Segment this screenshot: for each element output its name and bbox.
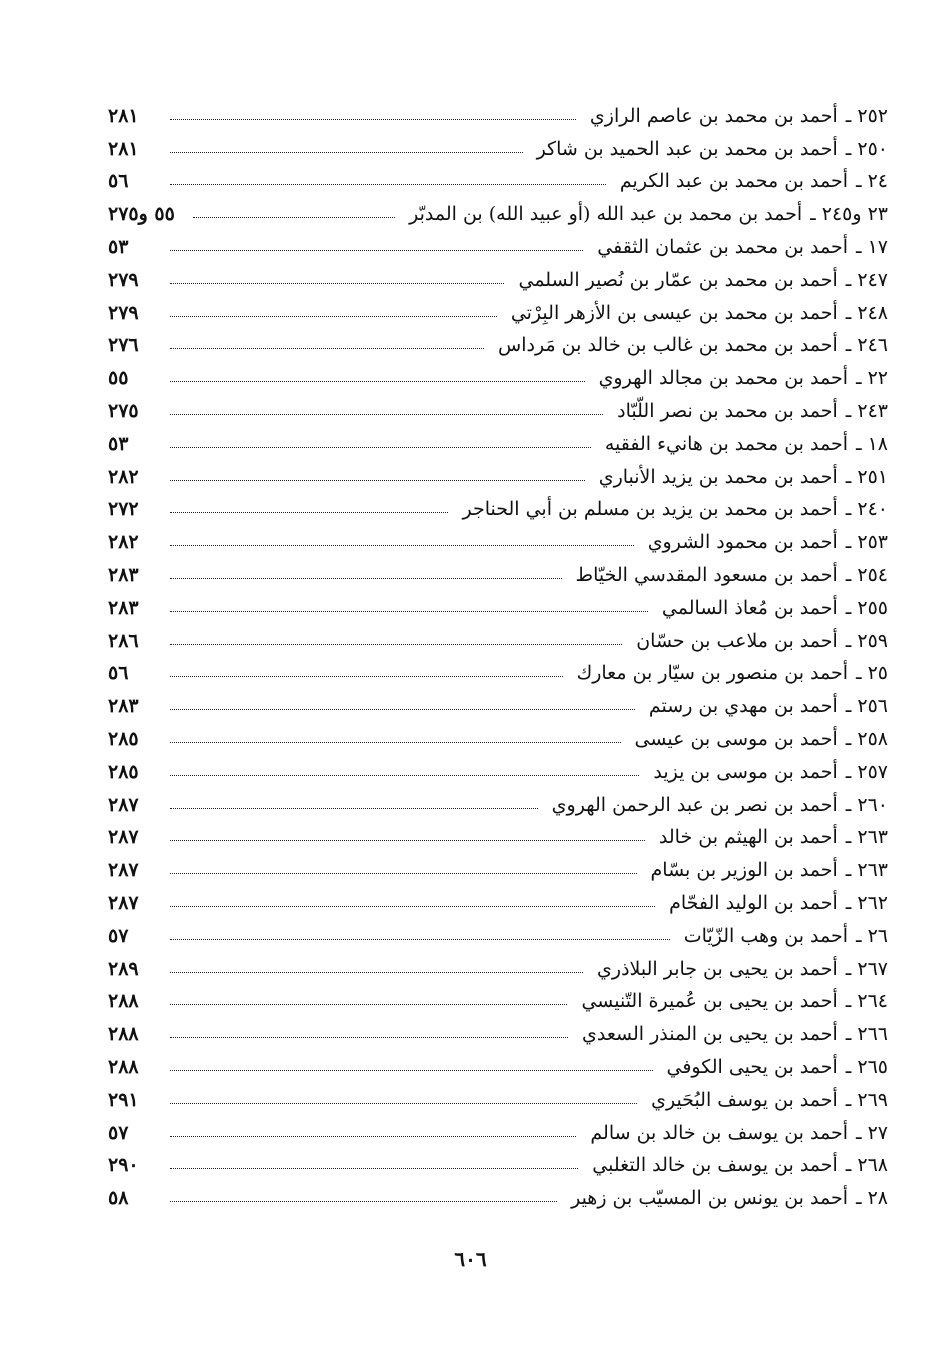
dot-leader (170, 152, 523, 153)
entry-separator: ـ (845, 957, 852, 980)
index-entry (108, 231, 888, 264)
entry-page: ٥٥ (108, 367, 129, 390)
entry-page: ٥٧ (108, 1121, 129, 1144)
dot-leader (170, 316, 497, 317)
entry-page: ٢٧٢ (108, 498, 139, 521)
dot-leader (170, 283, 504, 284)
entry-separator: ـ (845, 334, 852, 357)
entry-separator: ـ (856, 1187, 862, 1210)
entry-page: ٢٨٥ (108, 760, 139, 783)
entry-separator: ـ (810, 203, 816, 226)
entry-number: ٢٥٥ (857, 596, 888, 619)
entry-page: ٥٨ (108, 1187, 129, 1210)
entry-page: ٥٦ (108, 170, 129, 193)
entry-page: ٥٦ (108, 662, 129, 685)
index-entry (108, 756, 888, 789)
entry-separator: ـ (856, 1121, 862, 1144)
entry-number: ٢٥٤ (857, 564, 888, 587)
entry-page: ٢٩١ (108, 1088, 139, 1111)
entry-number: ٢٦٦ (857, 1023, 888, 1046)
dot-leader (170, 1168, 578, 1169)
entry-separator: ـ (845, 1056, 852, 1078)
index-entry (108, 625, 888, 658)
index-entry (108, 986, 888, 1019)
index-entry (108, 428, 888, 461)
dot-leader (170, 119, 576, 120)
dot-leader (170, 742, 621, 743)
entry-name: أحمد بن موسى بن عيسى (634, 728, 838, 751)
entry-name: أحمد بن الوزير بن بسّام (650, 859, 838, 882)
entry-name: أحمد بن مهدي بن رستم (648, 695, 838, 718)
index-entry (108, 1182, 888, 1215)
entry-separator: ـ (845, 268, 852, 291)
entry-number: ٢٥٢ (857, 104, 888, 127)
entry-separator: ـ (845, 1023, 852, 1046)
entry-name: أحمد بن مُعاذ السالمي (661, 596, 838, 619)
entry-page: ٢٨٩ (108, 957, 139, 980)
entry-name: أحمد بن يحيى بن عُميرة التّنيسي (581, 990, 838, 1013)
dot-leader (170, 480, 585, 481)
entry-number: ٢٤٣ (857, 400, 888, 423)
index-entry (108, 559, 888, 592)
index-entry (108, 494, 888, 527)
dot-leader (170, 1103, 637, 1104)
entry-page: ٢٨٧ (108, 793, 139, 816)
index-entry (108, 461, 888, 494)
entry-separator: ـ (845, 826, 852, 849)
entry-number: ٢٥٨ (857, 728, 888, 751)
index-entry (108, 953, 888, 986)
dot-leader (170, 644, 622, 645)
entry-name: أحمد بن محمد بن عيسى بن الأزهر البِرْتي (510, 301, 838, 324)
entry-page: ٢٨٧ (108, 826, 139, 849)
index-entry (108, 100, 888, 133)
dot-leader (170, 1037, 568, 1038)
entry-number: ٢٥١ (857, 465, 888, 488)
dot-leader (170, 840, 645, 841)
entry-page: ٢٨١ (108, 104, 139, 127)
dot-leader (170, 250, 583, 251)
entry-separator: ـ (845, 400, 852, 423)
entry-separator: ـ (845, 793, 852, 816)
dot-leader (170, 1136, 576, 1137)
index-entry (108, 658, 888, 691)
entry-number: ٢٤٧ (857, 268, 888, 291)
entry-page: ٢٨٨ (108, 990, 139, 1013)
entry-separator: ـ (856, 924, 862, 947)
entry-page: ٥٣ (108, 432, 129, 455)
entry-separator: ـ (845, 859, 852, 882)
dot-leader (170, 676, 563, 677)
entry-name: أحمد بن الهيثم بن خالد (658, 826, 838, 849)
dot-leader (170, 512, 448, 513)
entry-separator: ـ (845, 728, 852, 751)
entry-page: ٢٩٠ (108, 1154, 139, 1177)
entry-page: ٢٨٣ (108, 596, 139, 619)
entry-number: ٢٦٩ (857, 1088, 888, 1111)
dot-leader (170, 381, 585, 382)
entry-separator: ـ (856, 236, 862, 259)
entry-name: أحمد بن محمد بن عبد الله (أو عبيد الله) بن المدبّر (409, 203, 803, 226)
entry-name: أحمد بن يحيى الكوفي (666, 1056, 838, 1078)
entry-name: أحمد بن محمد بن عثمان الثقفي (597, 236, 848, 259)
entry-name: أحمد بن يحيى بن المنذر السعدي (582, 1023, 838, 1046)
dot-leader (170, 447, 591, 448)
entry-number: ٢٦٧ (857, 957, 888, 980)
index-entry (108, 854, 888, 887)
entry-number: ٢٦٥ (857, 1056, 888, 1078)
entry-page: ٢٨٢ (108, 531, 139, 554)
entry-page: ٢٨٢ (108, 465, 139, 488)
entry-separator: ـ (856, 170, 862, 193)
index-entry (108, 1018, 888, 1051)
dot-leader (170, 414, 603, 415)
index-entry (108, 887, 888, 920)
dot-leader (170, 808, 538, 809)
index-entry (108, 690, 888, 723)
dot-leader (170, 972, 583, 973)
entry-page: ٢٧٩ (108, 301, 139, 324)
entry-number: ٢٤ (867, 170, 888, 193)
entry-name: أحمد بن محمد بن نصر اللّبّاد (617, 400, 838, 423)
entry-number: ٢٤٦ (857, 334, 888, 357)
entry-number: ٢٨ (867, 1187, 888, 1210)
entry-name: أحمد بن يوسف بن خالد التغلبي (592, 1154, 838, 1177)
entry-page: ٢٨٥ (108, 728, 139, 751)
entry-number: ٢٦٨ (857, 1154, 888, 1177)
index-entry (108, 723, 888, 756)
entry-separator: ـ (856, 367, 862, 390)
dot-leader (170, 775, 639, 776)
entry-name: أحمد بن محمد بن غالب بن خالد بن مَرداس (498, 334, 838, 357)
entry-number: ٢٥٦ (857, 695, 888, 718)
index-entry (108, 1051, 888, 1084)
dot-leader (170, 545, 634, 546)
entry-name: أحمد بن محمد بن مجالد الهروي (598, 367, 848, 390)
entry-separator: ـ (845, 596, 852, 619)
entry-separator: ـ (845, 564, 852, 587)
entry-number: ١٨ (867, 432, 888, 455)
entry-name: أحمد بن الوليد الفحّام (669, 892, 838, 915)
entry-number: ٢٥٣ (857, 531, 888, 554)
index-entry (108, 133, 888, 166)
entry-name: أحمد بن ملاعب بن حسّان (636, 629, 838, 652)
entry-name: أحمد بن منصور بن سيّار بن معارك (576, 662, 848, 685)
entry-name: أحمد بن محمد بن هانيء الفقيه (604, 432, 848, 455)
entry-number: ٢٥٩ (857, 629, 888, 652)
entry-name: أحمد بن موسى بن يزيد (653, 760, 838, 783)
entry-number: ٢٤٨ (857, 301, 888, 324)
index-entry (108, 264, 888, 297)
entry-separator: ـ (845, 892, 852, 915)
entry-separator: ـ (845, 1154, 852, 1177)
dot-leader (170, 1004, 567, 1005)
dot-leader (170, 611, 648, 612)
index-entry (108, 822, 888, 855)
entry-number: ١٧ (867, 236, 888, 259)
entry-number: ٢٦٢ (857, 892, 888, 915)
entry-page: ٥٥ و٢٧٥ (108, 203, 175, 226)
entry-name: أحمد بن محمود الشروي (647, 531, 838, 554)
dot-leader (170, 873, 637, 874)
entry-page: ٢٨٦ (108, 629, 139, 652)
entry-name: أحمد بن محمد بن عاصم الرازي (589, 104, 838, 127)
index-entry (108, 526, 888, 559)
entry-page: ٢٧٦ (108, 334, 139, 357)
entry-name: أحمد بن نصر بن عبد الرحمن الهروي (551, 793, 838, 816)
entry-separator: ـ (845, 137, 852, 160)
dot-leader (193, 217, 395, 218)
index-entry (108, 920, 888, 953)
entry-separator: ـ (845, 760, 852, 783)
page-number: ٦٠٦ (454, 1247, 487, 1271)
dot-leader (170, 1070, 653, 1071)
index-entry (108, 1150, 888, 1183)
entry-number: ٢٥٠ (857, 137, 888, 160)
index-entry (108, 166, 888, 199)
entry-number: ٢٥٧ (857, 760, 888, 783)
entry-page: ٢٧٥ (108, 400, 139, 423)
index-entry (108, 1084, 888, 1117)
entry-separator: ـ (845, 465, 852, 488)
dot-leader (170, 348, 484, 349)
entry-separator: ـ (845, 301, 852, 324)
entry-name: أحمد بن محمد بن عبد الكريم (619, 170, 848, 193)
entry-separator: ـ (856, 662, 862, 685)
entry-name: أحمد بن محمد بن عبد الحميد بن شاكر (536, 137, 838, 160)
dot-leader (170, 709, 635, 710)
entry-page: ٢٨٧ (108, 892, 139, 915)
entry-page: ٥٧ (108, 924, 129, 947)
entry-number: ٢٢ (867, 367, 888, 390)
entry-name: أحمد بن يحيى بن جابر البلاذري (597, 957, 838, 980)
entry-separator: ـ (845, 695, 852, 718)
entry-number: ٢٦ (867, 924, 888, 947)
entry-number: ٢٦٣ (857, 859, 888, 882)
entry-number: ٢٧ (867, 1121, 888, 1144)
dot-leader (170, 184, 606, 185)
entry-name: أحمد بن يوسف البُحَيري (651, 1088, 838, 1111)
entry-number: ٢٦٠ (857, 793, 888, 816)
entry-name: أحمد بن يونس بن المسيّب بن زهير (571, 1187, 848, 1210)
index-entry (108, 592, 888, 625)
dot-leader (170, 906, 655, 907)
entry-number: ٢٥ (867, 662, 888, 685)
entry-page: ٢٨٧ (108, 859, 139, 882)
entry-separator: ـ (845, 104, 852, 127)
entry-separator: ـ (845, 629, 852, 652)
dot-leader (170, 939, 670, 940)
index-entry (108, 198, 888, 231)
index-entry (108, 1117, 888, 1150)
entry-separator: ـ (845, 990, 852, 1013)
entry-page: ٢٨٨ (108, 1056, 139, 1078)
entry-separator: ـ (845, 498, 852, 521)
entry-name: أحمد بن محمد بن يزيد الأنباري (598, 465, 838, 488)
entry-name: أحمد بن محمد بن عمّار بن نُصير السلمي (518, 268, 838, 291)
entry-separator: ـ (845, 531, 852, 554)
entry-page: ٢٨٣ (108, 564, 139, 587)
entry-name: أحمد بن يوسف بن خالد بن سالم (590, 1121, 848, 1144)
entry-number: ٢٦٣ (857, 826, 888, 849)
entry-name: أحمد بن وهب الزّيّات (683, 924, 848, 947)
entry-number: ٢٤٠ (857, 498, 888, 521)
entry-number: ٢٦٤ (857, 990, 888, 1013)
index-entry (108, 395, 888, 428)
dot-leader (170, 578, 562, 579)
entry-page: ٢٨٣ (108, 695, 139, 718)
index-entry (108, 789, 888, 822)
entry-number: ٢٣ و٢٤٥ (821, 203, 888, 226)
entry-name: أحمد بن محمد بن يزيد بن مسلم بن أبي الحناجر (462, 498, 838, 521)
entry-separator: ـ (845, 1088, 852, 1111)
index-entry (108, 362, 888, 395)
entry-separator: ـ (856, 432, 862, 455)
index-entry (108, 297, 888, 330)
dot-leader (170, 1201, 557, 1202)
entry-page: ٢٧٩ (108, 268, 139, 291)
entry-page: ٢٨٨ (108, 1023, 139, 1046)
entry-name: أحمد بن مسعود المقدسي الخيّاط (575, 564, 838, 587)
index-list (108, 100, 888, 1215)
entry-page: ٥٣ (108, 236, 129, 259)
entry-page: ٢٨١ (108, 137, 139, 160)
index-entry (108, 330, 888, 363)
